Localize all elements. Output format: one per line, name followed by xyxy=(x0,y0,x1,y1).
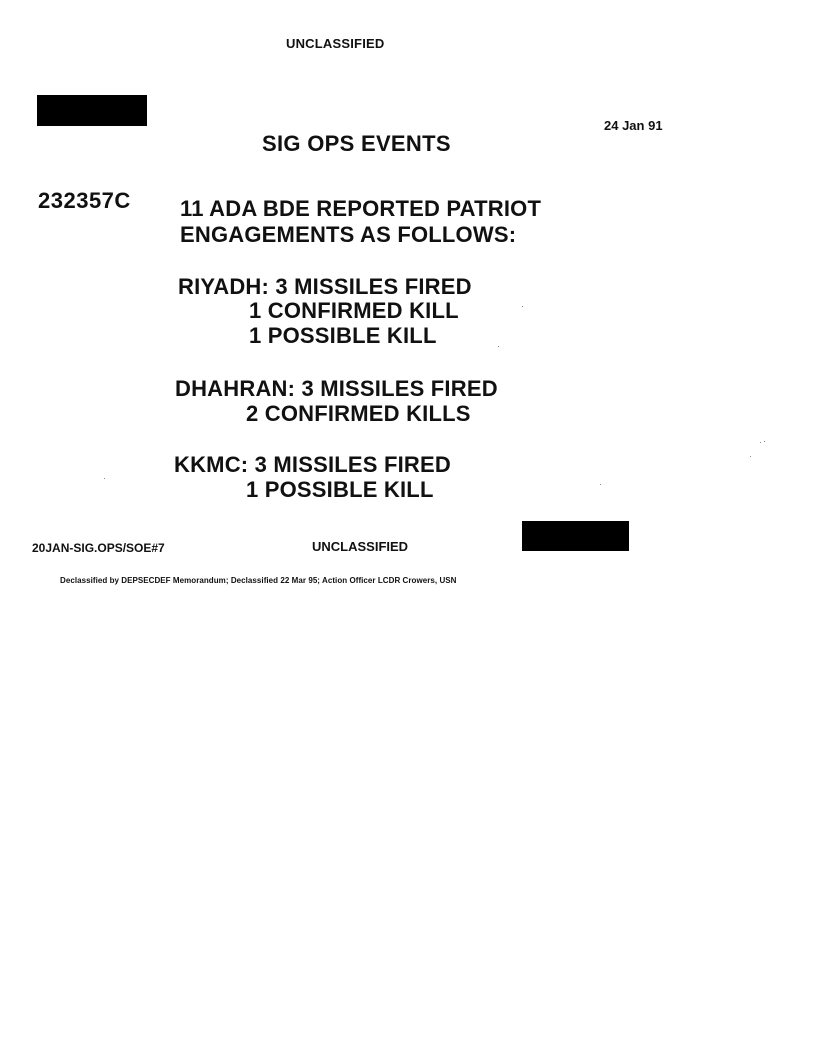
location-detail-kkmc-1: 1 POSSIBLE KILL xyxy=(246,477,434,502)
footer-reference: 20JAN-SIG.OPS/SOE#7 xyxy=(32,541,165,555)
entry-line-2: ENGAGEMENTS AS FOLLOWS: xyxy=(180,222,517,247)
scan-speck xyxy=(764,441,765,442)
scan-speck xyxy=(104,478,105,479)
scan-speck xyxy=(760,442,761,443)
declassification-note: Declassified by DEPSECDEF Memorandum; Declassified 22 Mar 95; Action Officer LCDR Crowers, USN xyxy=(60,576,457,585)
location-heading-kkmc: KKMC: 3 MISSILES FIRED xyxy=(174,452,451,477)
top-classification-marking: UNCLASSIFIED xyxy=(286,36,385,51)
document-date: 24 Jan 91 xyxy=(604,118,663,133)
date-time-group: 232357C xyxy=(38,188,131,213)
document-title: SIG OPS EVENTS xyxy=(262,131,451,156)
entry-line-1: 11 ADA BDE REPORTED PATRIOT xyxy=(180,196,542,221)
location-heading-dhahran: DHAHRAN: 3 MISSILES FIRED xyxy=(175,376,498,401)
scan-speck xyxy=(600,484,601,485)
redaction-block-top xyxy=(37,95,147,126)
scan-speck xyxy=(498,346,499,347)
location-detail-dhahran-1: 2 CONFIRMED KILLS xyxy=(246,401,471,426)
footer-classification-marking: UNCLASSIFIED xyxy=(312,539,409,554)
location-heading-riyadh: RIYADH: 3 MISSILES FIRED xyxy=(178,274,472,299)
redaction-block-bottom xyxy=(522,521,629,551)
scan-speck xyxy=(750,456,751,457)
scan-speck xyxy=(522,306,523,307)
location-detail-riyadh-2: 1 POSSIBLE KILL xyxy=(249,323,437,348)
location-detail-riyadh-1: 1 CONFIRMED KILL xyxy=(249,298,459,323)
